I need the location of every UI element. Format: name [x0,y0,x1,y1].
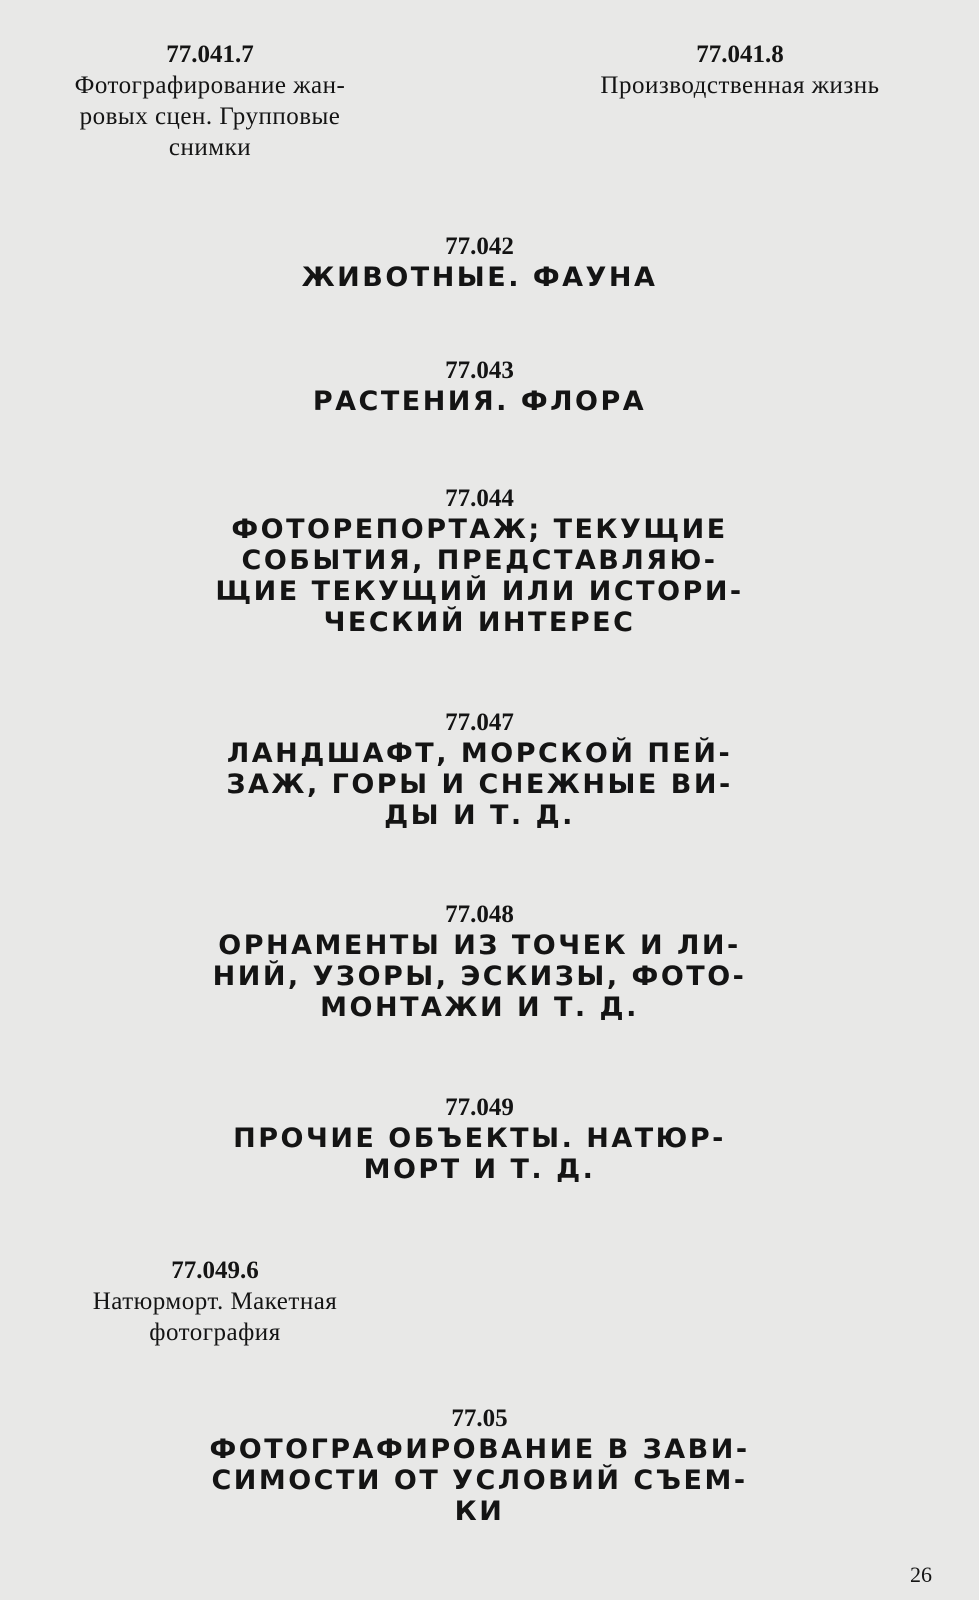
entry-description [40,1286,390,1348]
heading-line: ДЫ И Т. Д. [384,800,575,831]
section-77-043 [0,356,959,417]
description-line: Фотографирование жан- [74,72,346,99]
entry-77-041-8 [550,40,930,101]
section-heading [0,386,959,417]
section-heading [0,738,959,831]
section-heading [0,514,959,638]
section-code: 77.05 [451,1405,508,1432]
heading-line: ЩИЕ ТЕКУЩИЙ ИЛИ ИСТОРИ- [215,576,744,607]
heading-line: ОРНАМЕНТЫ ИЗ ТОЧЕК И ЛИ- [218,930,741,961]
section-heading [0,1434,959,1527]
heading-line: ЗАЖ, ГОРЫ И СНЕЖНЫЕ ВИ- [226,769,733,800]
section-code: 77.048 [445,901,514,928]
description-line: Производственная жизнь [600,72,880,99]
entry-77-041-7 [40,40,400,163]
heading-line: ФОТОРЕПОРТАЖ; ТЕКУЩИЕ [231,514,728,545]
section-heading [0,1123,959,1185]
section-77-049 [0,1093,959,1185]
heading-line: ПРОЧИЕ ОБЪЕКТЫ. НАТЮР- [233,1123,726,1154]
heading-line: ФОТОГРАФИРОВАНИЕ В ЗАВИ- [209,1434,750,1465]
heading-line: ЧЕСКИЙ ИНТЕРЕС [323,607,636,638]
section-heading [0,262,959,293]
section-code: 77.049 [445,1094,514,1121]
description-line: снимки [168,134,252,161]
description-line: Натюрморт. Макетная [92,1288,338,1315]
section-code: 77.044 [445,485,514,512]
entry-code: 77.041.8 [696,41,784,68]
entry-code: 77.041.7 [166,41,254,68]
heading-line: СОБЫТИЯ, ПРЕДСТАВЛЯЮ- [241,545,718,576]
heading-line: ЖИВОТНЫЕ. ФАУНА [301,262,658,293]
section-77-044 [0,484,959,638]
heading-line: РАСТЕНИЯ. ФЛОРА [312,386,647,417]
section-77-048 [0,900,959,1023]
entry-77-049-6 [40,1256,390,1348]
heading-line: НИЙ, УЗОРЫ, ЭСКИЗЫ, ФОТО- [212,961,747,992]
section-77-05 [0,1404,959,1527]
heading-line: ЛАНДШАФТ, МОРСКОЙ ПЕЙ- [226,738,733,769]
heading-line: СИМОСТИ ОТ УСЛОВИЙ СЪЕМ- [211,1465,748,1496]
entry-code: 77.049.6 [171,1257,259,1284]
description-line: ровых сцен. Групповые [79,103,341,130]
section-77-047 [0,708,959,831]
heading-line: МОНТАЖИ И Т. Д. [320,992,639,1023]
entry-description [40,70,380,163]
section-code: 77.042 [445,233,514,260]
heading-line: МОРТ И Т. Д. [363,1154,596,1185]
section-code: 77.047 [445,709,514,736]
page-number: 26 [910,1562,932,1587]
heading-line: КИ [454,1496,505,1527]
description-line: фотография [149,1319,281,1346]
section-code: 77.043 [445,357,514,384]
section-heading [0,930,959,1023]
section-77-042 [0,232,959,293]
entry-description [550,70,930,101]
